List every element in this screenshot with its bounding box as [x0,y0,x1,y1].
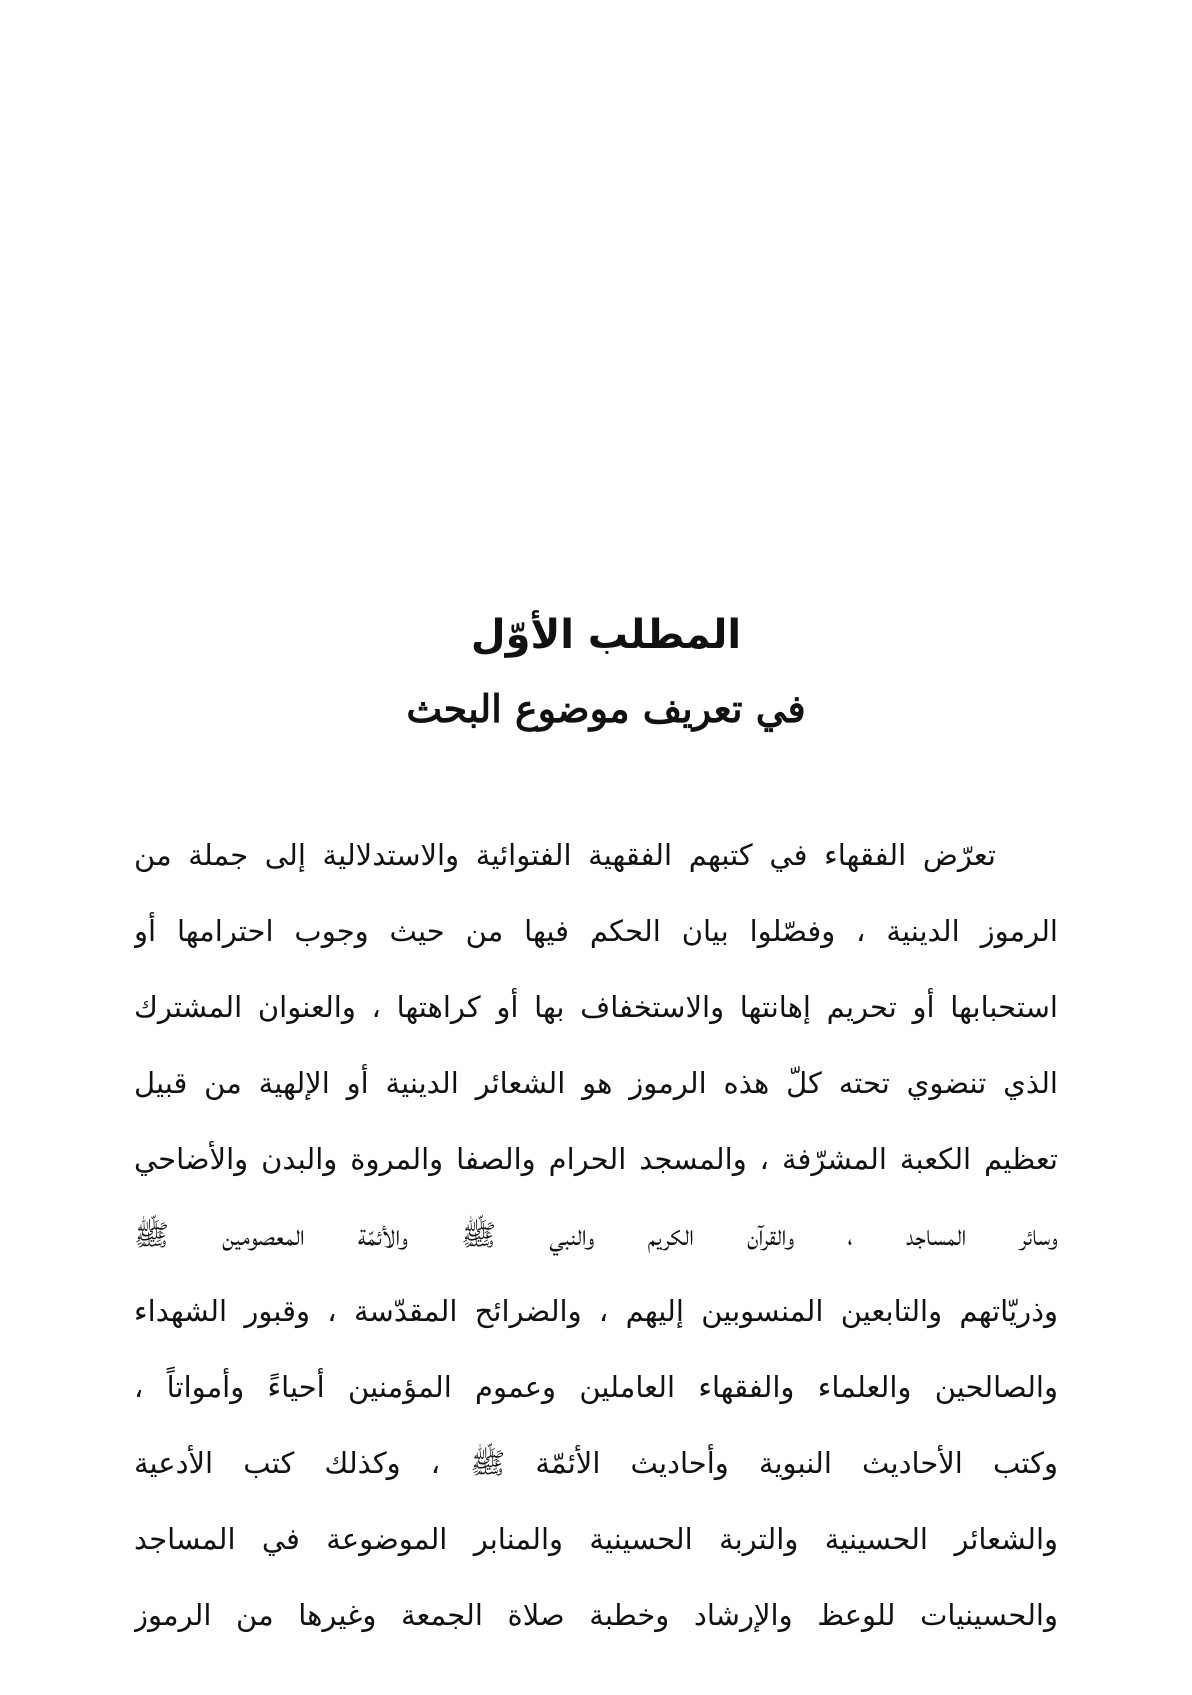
text-line: الرموز الدينية ، وفصّلوا بيان الحكم فيها من حيث وجوب احترامها أو [134,914,1058,948]
body-paragraph [134,817,1058,1653]
text-line: وسائر المساجد ، والقرآن الكريم والنبي ﷺ والأئمّة المعصومين ﷺ [134,1218,1058,1252]
text-line: وذريّاتهم والتابعين المنسوبين إليهم ، والضرائح المقدّسة ، وقبور الشهداء [134,1294,1058,1328]
text-line: والشعائر الحسينية والتربة الحسينية والمنابر الموضوعة في المساجد [134,1522,1058,1556]
section-title: المطلب الأوّل [470,612,742,658]
text-line: والصالحين والعلماء والفقهاء العاملين وعموم المؤمنين أحياءً وأمواتاً ، [134,1370,1058,1404]
heading-block [0,605,1192,739]
text-line: الذي تنضوي تحته كلّ هذه الرموز هو الشعائر الدينية أو الإلهية من قبيل [134,1066,1058,1100]
text-line: تعظيم الكعبة المشرّفة ، والمسجد الحرام والصفا والمروة والبدن والأضاحي [134,1142,1058,1176]
text-line: وكتب الأحاديث النبوية وأحاديث الأئمّة ﷺ ، وكذلك كتب الأدعية [134,1446,1058,1480]
text-line: تعرّض الفقهاء في كتبهم الفقهية الفتوائية والاستدلالية إلى جملة من [134,838,996,872]
text-line: والحسينيات للوعظ والإرشاد وخطبة صلاة الجمعة وغيرها من الرموز [134,1598,1058,1632]
text-line: استحبابها أو تحريم إهانتها والاستخفاف بها أو كراهتها ، والعنوان المشترك [134,990,1058,1024]
section-subtitle: في تعريف موضوع البحث [406,686,806,731]
